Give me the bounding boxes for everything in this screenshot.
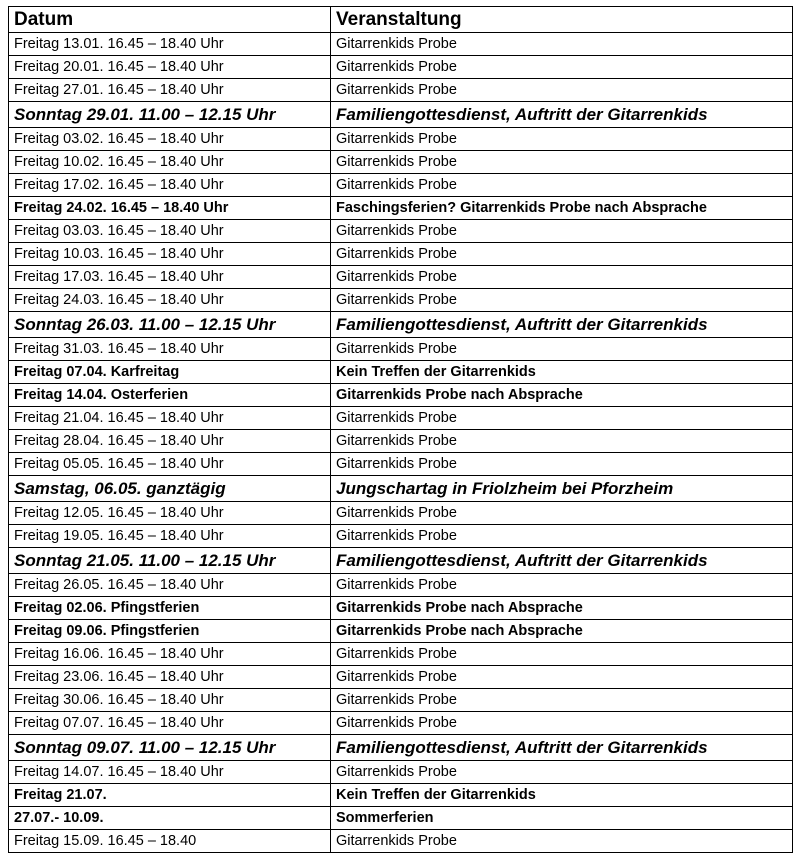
table-header xyxy=(9,7,793,33)
event-cell: Familiengottesdienst, Auftritt der Gitarrenkids xyxy=(331,735,793,761)
event-cell: Gitarrenkids Probe xyxy=(331,430,793,453)
event-cell: Gitarrenkids Probe xyxy=(331,266,793,289)
date-cell: Freitag 03.02. 16.45 – 18.40 Uhr xyxy=(9,128,331,151)
column-header-event: Veranstaltung xyxy=(331,7,793,33)
table-row xyxy=(9,476,793,502)
date-cell: Freitag 09.06. Pfingstferien xyxy=(9,620,331,643)
table-row xyxy=(9,597,793,620)
event-cell: Gitarrenkids Probe xyxy=(331,666,793,689)
table-row xyxy=(9,289,793,312)
table-row xyxy=(9,384,793,407)
table-row xyxy=(9,220,793,243)
column-header-date: Datum xyxy=(9,7,331,33)
event-cell: Familiengottesdienst, Auftritt der Gitarrenkids xyxy=(331,102,793,128)
table-row xyxy=(9,338,793,361)
schedule-table xyxy=(8,6,793,853)
table-row xyxy=(9,548,793,574)
table-body xyxy=(9,33,793,853)
table-row xyxy=(9,689,793,712)
table-row xyxy=(9,151,793,174)
event-cell: Gitarrenkids Probe xyxy=(331,502,793,525)
event-cell: Gitarrenkids Probe xyxy=(331,574,793,597)
event-cell: Gitarrenkids Probe xyxy=(331,338,793,361)
date-cell: Freitag 15.09. 16.45 – 18.40 xyxy=(9,830,331,853)
event-cell: Gitarrenkids Probe xyxy=(331,712,793,735)
event-cell: Familiengottesdienst, Auftritt der Gitarrenkids xyxy=(331,312,793,338)
date-cell: Sonntag 09.07. 11.00 – 12.15 Uhr xyxy=(9,735,331,761)
date-cell: Freitag 20.01. 16.45 – 18.40 Uhr xyxy=(9,56,331,79)
event-cell: Familiengottesdienst, Auftritt der Gitarrenkids xyxy=(331,548,793,574)
table-row xyxy=(9,712,793,735)
table-row xyxy=(9,197,793,220)
table-row xyxy=(9,574,793,597)
event-cell: Gitarrenkids Probe xyxy=(331,33,793,56)
table-row xyxy=(9,56,793,79)
event-cell: Gitarrenkids Probe xyxy=(331,525,793,548)
event-cell: Kein Treffen der Gitarrenkids xyxy=(331,784,793,807)
table-row xyxy=(9,33,793,56)
date-cell: Freitag 21.07. xyxy=(9,784,331,807)
table-row xyxy=(9,453,793,476)
date-cell: Freitag 10.03. 16.45 – 18.40 Uhr xyxy=(9,243,331,266)
table-row xyxy=(9,830,793,853)
event-cell: Faschingsferien? Gitarrenkids Probe nach Absprache xyxy=(331,197,793,220)
event-cell: Gitarrenkids Probe xyxy=(331,289,793,312)
event-cell: Gitarrenkids Probe xyxy=(331,243,793,266)
event-cell: Gitarrenkids Probe xyxy=(331,79,793,102)
date-cell: Freitag 30.06. 16.45 – 18.40 Uhr xyxy=(9,689,331,712)
date-cell: Freitag 23.06. 16.45 – 18.40 Uhr xyxy=(9,666,331,689)
event-cell: Kein Treffen der Gitarrenkids xyxy=(331,361,793,384)
date-cell: Freitag 12.05. 16.45 – 18.40 Uhr xyxy=(9,502,331,525)
table-row xyxy=(9,102,793,128)
table-row xyxy=(9,620,793,643)
date-cell: Freitag 26.05. 16.45 – 18.40 Uhr xyxy=(9,574,331,597)
date-cell: Freitag 17.03. 16.45 – 18.40 Uhr xyxy=(9,266,331,289)
date-cell: Freitag 24.02. 16.45 – 18.40 Uhr xyxy=(9,197,331,220)
event-cell: Gitarrenkids Probe xyxy=(331,830,793,853)
date-cell: Freitag 27.01. 16.45 – 18.40 Uhr xyxy=(9,79,331,102)
date-cell: Samstag, 06.05. ganztägig xyxy=(9,476,331,502)
event-cell: Gitarrenkids Probe xyxy=(331,453,793,476)
date-cell: Freitag 17.02. 16.45 – 18.40 Uhr xyxy=(9,174,331,197)
date-cell: Freitag 13.01. 16.45 – 18.40 Uhr xyxy=(9,33,331,56)
date-cell: Sonntag 26.03. 11.00 – 12.15 Uhr xyxy=(9,312,331,338)
table-row xyxy=(9,174,793,197)
header-row xyxy=(9,7,793,33)
date-cell: Freitag 07.07. 16.45 – 18.40 Uhr xyxy=(9,712,331,735)
table-row xyxy=(9,784,793,807)
date-cell: Freitag 07.04. Karfreitag xyxy=(9,361,331,384)
table-row xyxy=(9,666,793,689)
date-cell: Freitag 24.03. 16.45 – 18.40 Uhr xyxy=(9,289,331,312)
table-row xyxy=(9,761,793,784)
event-cell: Gitarrenkids Probe xyxy=(331,128,793,151)
date-cell: Freitag 28.04. 16.45 – 18.40 Uhr xyxy=(9,430,331,453)
date-cell: Freitag 14.07. 16.45 – 18.40 Uhr xyxy=(9,761,331,784)
date-cell: Freitag 10.02. 16.45 – 18.40 Uhr xyxy=(9,151,331,174)
table-row xyxy=(9,266,793,289)
table-row xyxy=(9,643,793,666)
table-row xyxy=(9,735,793,761)
event-cell: Gitarrenkids Probe nach Absprache xyxy=(331,597,793,620)
event-cell: Gitarrenkids Probe xyxy=(331,689,793,712)
table-row xyxy=(9,79,793,102)
date-cell: Freitag 14.04. Osterferien xyxy=(9,384,331,407)
table-row xyxy=(9,128,793,151)
event-cell: Gitarrenkids Probe nach Absprache xyxy=(331,620,793,643)
date-cell: Freitag 21.04. 16.45 – 18.40 Uhr xyxy=(9,407,331,430)
table-row xyxy=(9,502,793,525)
date-cell: Sonntag 29.01. 11.00 – 12.15 Uhr xyxy=(9,102,331,128)
date-cell: Freitag 31.03. 16.45 – 18.40 Uhr xyxy=(9,338,331,361)
table-row xyxy=(9,525,793,548)
table-row xyxy=(9,407,793,430)
event-cell: Gitarrenkids Probe nach Absprache xyxy=(331,384,793,407)
event-cell: Gitarrenkids Probe xyxy=(331,643,793,666)
event-cell: Gitarrenkids Probe xyxy=(331,220,793,243)
date-cell: Sonntag 21.05. 11.00 – 12.15 Uhr xyxy=(9,548,331,574)
date-cell: Freitag 19.05. 16.45 – 18.40 Uhr xyxy=(9,525,331,548)
event-cell: Gitarrenkids Probe xyxy=(331,174,793,197)
table-row xyxy=(9,312,793,338)
event-cell: Gitarrenkids Probe xyxy=(331,56,793,79)
table-row xyxy=(9,361,793,384)
date-cell: Freitag 03.03. 16.45 – 18.40 Uhr xyxy=(9,220,331,243)
event-cell: Gitarrenkids Probe xyxy=(331,761,793,784)
date-cell: Freitag 16.06. 16.45 – 18.40 Uhr xyxy=(9,643,331,666)
date-cell: Freitag 05.05. 16.45 – 18.40 Uhr xyxy=(9,453,331,476)
table-row xyxy=(9,430,793,453)
event-cell: Sommerferien xyxy=(331,807,793,830)
date-cell: 27.07.- 10.09. xyxy=(9,807,331,830)
event-cell: Jungschartag in Friolzheim bei Pforzheim xyxy=(331,476,793,502)
date-cell: Freitag 02.06. Pfingstferien xyxy=(9,597,331,620)
event-cell: Gitarrenkids Probe xyxy=(331,151,793,174)
event-cell: Gitarrenkids Probe xyxy=(331,407,793,430)
table-row xyxy=(9,807,793,830)
table-row xyxy=(9,243,793,266)
